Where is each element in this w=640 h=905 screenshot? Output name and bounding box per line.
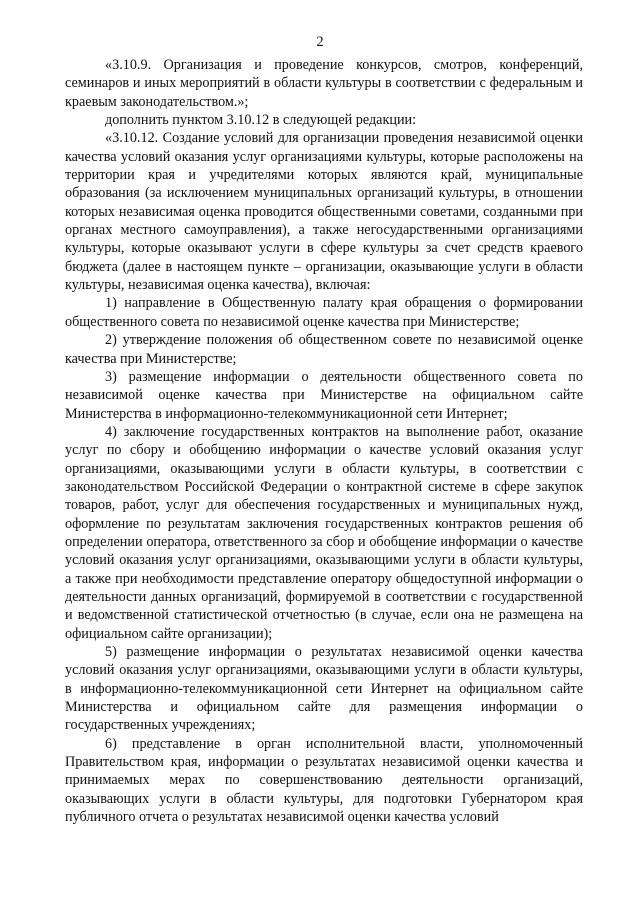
- page-number: 2: [316, 34, 324, 50]
- paragraph-3-10-12: «3.10.12. Создание условий для организации проведения независимой оценки качества условий оказания услуг организациями культуры, которые расположены на территории края и учредителями которых являются край, муниципальные образования (за исключением муниципальных организаций культуры, в отношении которых независимая оценка проводится общественными советами, созданными при органах местного самоуправления), а также негосударственными организациями культуры, которые оказывают услуги в сфере культуры за счет средств краевого бюджета (далее в настоящем пункте – организации, оказывающие услуги в области культуры, независимая оценка качества), включая:: [65, 130, 583, 294]
- list-item-2: 2) утверждение положения об общественном совете по независимой оценке качества при Министерстве;: [65, 332, 583, 367]
- list-item-5: 5) размещение информации о результатах независимой оценки качества условий оказания услуг организациями, оказывающими услуги в области культуры, в информационно-телекоммуникационной сети Интернет на официальном сайте Министерства и официальном сайте для размещения информации о государственных учреждениях;: [65, 644, 583, 734]
- paragraph-3-10-9: «3.10.9. Организация и проведение конкурсов, смотров, конференций, семинаров и иных мероприятий в области культуры в соответствии с федеральным и краевым законодательством.»;: [65, 57, 583, 110]
- list-item-6: 6) представление в орган исполнительной власти, уполномоченный Правительством края, информации о результатах независимой оценки качества и принимаемых мерах по совершенствованию деятельности организаций, оказывающих услуги в области культуры, для подготовки Губернатором края публичного отчета о результатах независимой оценки качества условий: [65, 735, 583, 826]
- list-item-4: 4) заключение государственных контрактов на выполнение работ, оказание услуг по сбору и обобщению информации о качестве условий оказания услуг организациями, оказывающими услуги в области культуры, в соответствии с законодательством Российской Федерации о контрактной системе в сфере закупок товаров, работ, услуг для обеспечения государственных и муниципальных нужд, оформление по результатам заключения государственных контрактов решения об определении оператора, ответственного за сбор и обобщение информации о качестве условий оказания услуг организациями, оказывающими услуги в области культуры, а также при необходимости представление оператору общедоступной информации о деятельности данных организаций, формируемой в соответствии с государственной и ведомственной статистической отчетностью (в случае, если она не размещена на официальном сайте организации);: [65, 423, 583, 642]
- list-item-3: 3) размещение информации о деятельности общественного совета по независимой оценке качества при Министерстве на официальном сайте Министерства в информационно-телекоммуникационной сети Интернет;: [65, 368, 583, 422]
- document-body: [65, 56, 583, 826]
- list-item-1: 1) направление в Общественную палату края обращения о формировании общественного совета по независимой оценке качества при Министерстве;: [65, 295, 583, 330]
- paragraph-add-point: дополнить пунктом 3.10.12 в следующей редакции:: [105, 112, 417, 129]
